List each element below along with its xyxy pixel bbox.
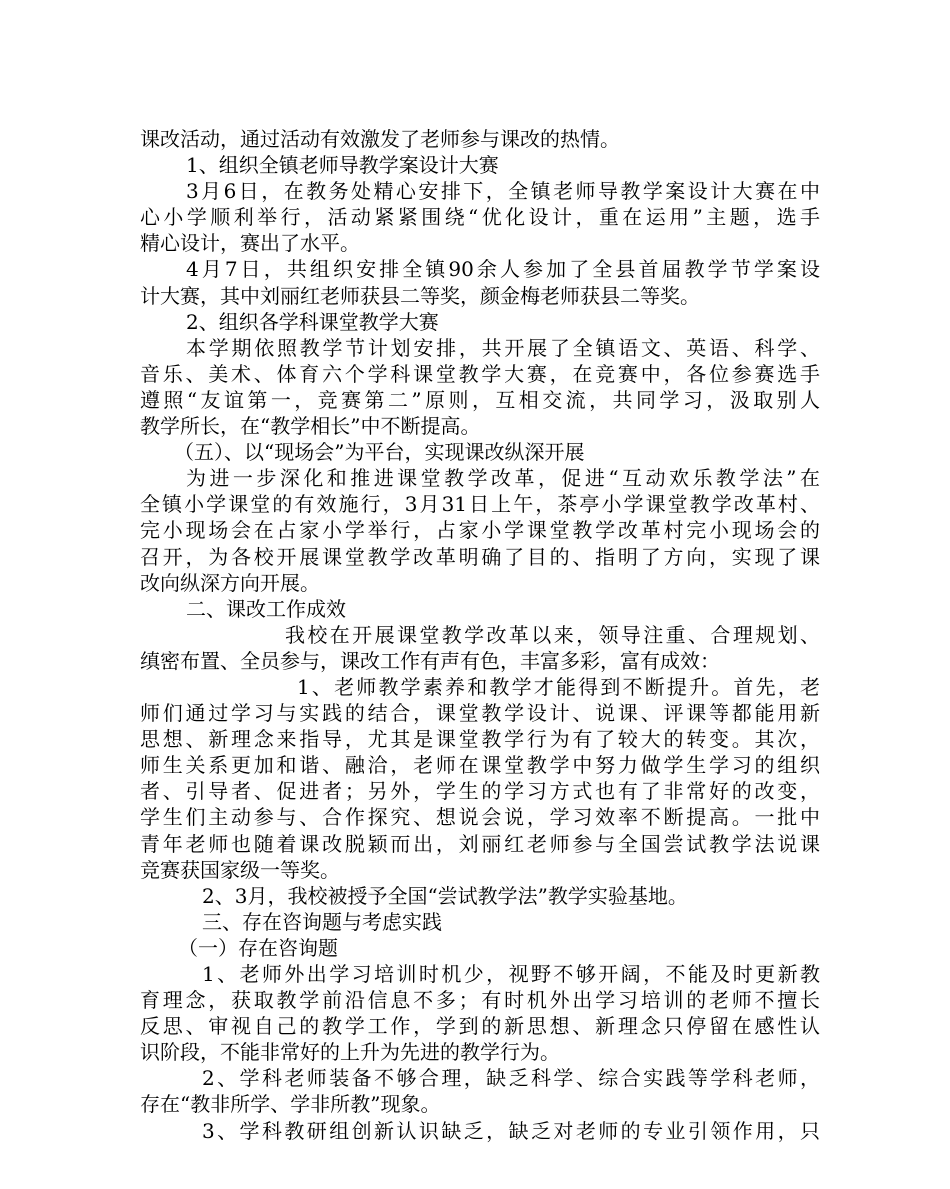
text-line: 3、学科教研组创新认识缺乏，缺乏对老师的专业引领作用，只	[202, 1118, 820, 1143]
text-line: 全镇小学课堂的有效施行，3月31日上午，茶亭小学课堂教学改革村、	[140, 492, 820, 517]
text-line: 课改活动，通过活动有效激发了老师参与课改的热情。	[140, 127, 620, 151]
text-line: 思想、新理念来指导，尤其是课堂教学行为有了较大的转变。其次，	[140, 727, 820, 752]
text-line: 竞赛获国家级一等奖。	[140, 857, 340, 882]
text-line: 2、学科老师装备不够合理，缺乏科学、综合实践等学科老师，	[202, 1066, 820, 1091]
text-line: 存在“教非所学、学非所教”现象。	[140, 1092, 441, 1117]
text-line: （五）、以“现场会”为平台，实现课改纵深开展	[174, 440, 585, 465]
text-line: 4月7日，共组织安排全镇90余人参加了全县首届教学节学案设	[186, 257, 820, 282]
text-line: 1、老师外出学习培训时机少，视野不够开阔，不能及时更新教	[202, 962, 820, 986]
text-line: 反思、审视自己的教学工作，学到的新思想、新理念只停留在感性认	[140, 1014, 820, 1039]
text-line: 精心设计，赛出了水平。	[140, 231, 360, 256]
text-line: 2、组织各学科课堂教学大赛	[186, 309, 439, 334]
text-line: （一）存在咨询题	[178, 935, 338, 960]
text-line: 师们通过学习与实践的结合，课堂教学设计、说课、评课等都能用新	[140, 701, 820, 726]
text-line: 缜密布置、全员参与，课改工作有声有色，丰富多彩，富有成效：	[140, 648, 720, 673]
document-body	[140, 126, 820, 1144]
text-line: 师生关系更加和谐、融洽，老师在课堂教学中努力做学生学习的组织	[140, 753, 820, 778]
text-line: 1、老师教学素养和教学才能得到不断提升。首先，老	[297, 674, 820, 699]
text-line: 教学所长，在“教学相长”中不断提高。	[140, 414, 481, 439]
text-line: 遵照“友谊第一，竞赛第二”原则，互相交流，共同学习，汲取别人	[140, 387, 820, 412]
text-line: 青年老师也随着课改脱颖而出，刘丽红老师参与全国尝试教学法说课	[140, 831, 820, 856]
text-line: 学生们主动参与、合作探究、想说会说，学习效率不断提高。一批中	[140, 805, 820, 830]
text-line: 1、组织全镇老师导教学案设计大赛	[186, 153, 499, 178]
text-line: 二、课改工作成效	[186, 596, 346, 621]
text-line: 完小现场会在占家小学举行，占家小学课堂教学改革村完小现场会的	[140, 518, 820, 543]
text-line: 三、存在咨询题与考虑实践	[202, 909, 442, 934]
text-line: 计大赛，其中刘丽红老师获县二等奖，颜金梅老师获县二等奖。	[140, 283, 700, 308]
text-line: 识阶段，不能非常好的上升为先进的教学行为。	[140, 1040, 560, 1065]
text-line: 改向纵深方向开展。	[140, 570, 320, 595]
text-line: 召开，为各校开展课堂教学改革明确了目的、指明了方向，实现了课	[140, 544, 820, 569]
text-line: 心小学顺利举行，活动紧紧围绕“优化设计，重在运用”主题，选手	[140, 205, 820, 230]
text-line: 我校在开展课堂教学改革以来，领导注重、合理规划、	[285, 622, 820, 647]
text-line: 育理念，获取教学前沿信息不多；有时机外出学习培训的老师不擅长	[140, 988, 820, 1013]
text-line: 本学期依照教学节计划安排，共开展了全镇语文、英语、科学、	[186, 335, 820, 360]
text-line: 3月6日，在教务处精心安排下，全镇老师导教学案设计大赛在中	[186, 179, 820, 204]
text-line: 2、3月，我校被授予全国“尝试教学法”教学实验基地。	[202, 883, 688, 908]
text-line: 音乐、美术、体育六个学科课堂教学大赛，在竞赛中，各位参赛选手	[140, 361, 820, 386]
text-line: 为进一步深化和推进课堂教学改革，促进“互动欢乐教学法”在	[186, 466, 820, 491]
text-line: 者、引导者、促进者；另外，学生的学习方式也有了非常好的改变，	[140, 779, 820, 804]
